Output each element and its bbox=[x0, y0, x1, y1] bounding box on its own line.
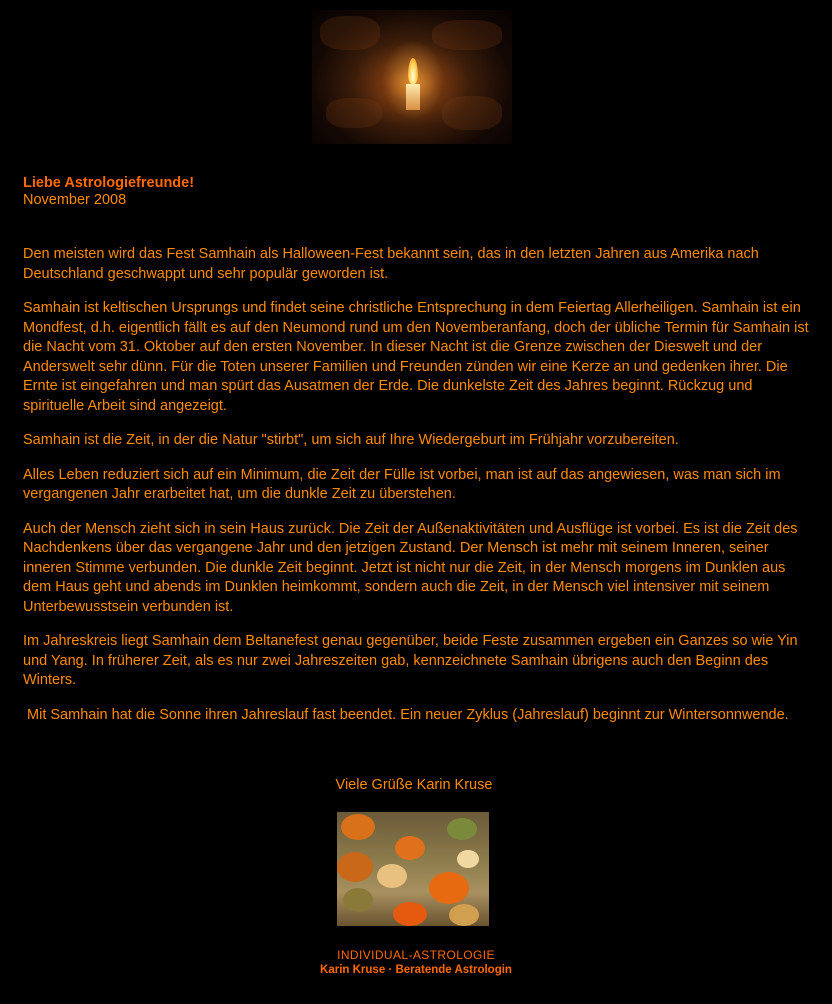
candle-wax bbox=[406, 84, 420, 110]
greeting-date: November 2008 bbox=[23, 192, 127, 208]
signature: Viele Grüße Karin Kruse bbox=[335, 777, 493, 793]
paragraph: Auch der Mensch zieht sich in sein Haus zurück. Die Zeit der Außenaktivitäten und Ausflüge ist vorbei. Es ist die Zeit des Nachdenkens über das vergangene Jahr und den jetzigen Zustand. Der Mensch ist mehr mit seinem Inneren, seiner inneren Stimme verbunden. Die dunkle Zeit beginnt. Jetzt ist nicht nur die Zeit, in der Mensch morgens im Dunklen aus dem Haus geht und abends im Dunklen heimkommt, sondern auch die Zeit, in der Mensch viel intensiver mit seinem Unterbewusstsein verbunden ist. bbox=[23, 520, 798, 615]
paragraph: Samhain ist keltischen Ursprungs und findet seine christliche Entsprechung in dem Feiertag Allerheiligen. Samhain ist ein Mondfest, d.h. eigentlich fällt es auf den Neumond rund um den Novemberanfang, doch der übliche Termin für Samhain ist die Nacht vom 31. Oktober auf den ersten November. In dieser Nacht ist die Grenze zwischen der Dieswelt und der Anderswelt sehr dünn. Für die Toten unserer Familien und Freunden zünden wir eine Kerze an und gedenken ihrer. Die Ernte ist eingefahren und man spürt das Ausatmen der Erde. Die dunkelste Zeit des Jahres beginnt. Rückzug und spirituelle Arbeit sind angezeigt. bbox=[23, 300, 809, 414]
paragraph: Im Jahreskreis liegt Samhain dem Beltanefest genau gegenüber, beide Feste zusammen ergeben ein Ganzes so wie Yin und Yang. In früherer Zeit, als es nur zwei Jahreszeiten gab, kennzeichnete Samhain übrigens auch den Beginn des Winters. bbox=[23, 633, 798, 688]
candle-image bbox=[312, 10, 512, 144]
paragraph: Alles Leben reduziert sich auf ein Minimum, die Zeit der Fülle ist vorbei, man ist auf das angewiesen, was man sich im vergangenen Jahr erarbeitet hat, um die dunkle Zeit zu überstehen. bbox=[23, 466, 781, 502]
greeting-title: Liebe Astrologiefreunde! bbox=[23, 175, 195, 191]
footer bbox=[0, 948, 832, 978]
footer-brand: INDIVIDUAL-ASTROLOGIE bbox=[337, 948, 495, 962]
footer-subtitle: Karin Kruse · Beratende Astrologin bbox=[320, 964, 512, 976]
greeting-block bbox=[23, 175, 194, 209]
paragraph: Mit Samhain hat die Sonne ihren Jahreslauf fast beendet. Ein neuer Zyklus (Jahreslauf) beginnt zur Wintersonnwende. bbox=[23, 706, 789, 723]
paragraph: Samhain ist die Zeit, in der die Natur "stirbt", um sich auf Ihre Wiedergeburt im Frühjahr vorzubereiten. bbox=[23, 432, 679, 448]
paragraph: Den meisten wird das Fest Samhain als Halloween-Fest bekannt sein, das in den letzten Jahren aus Amerika nach Deutschland geschwappt und sehr populär geworden ist. bbox=[23, 246, 759, 282]
article-body bbox=[23, 245, 813, 740]
pumpkins-image bbox=[337, 812, 489, 926]
